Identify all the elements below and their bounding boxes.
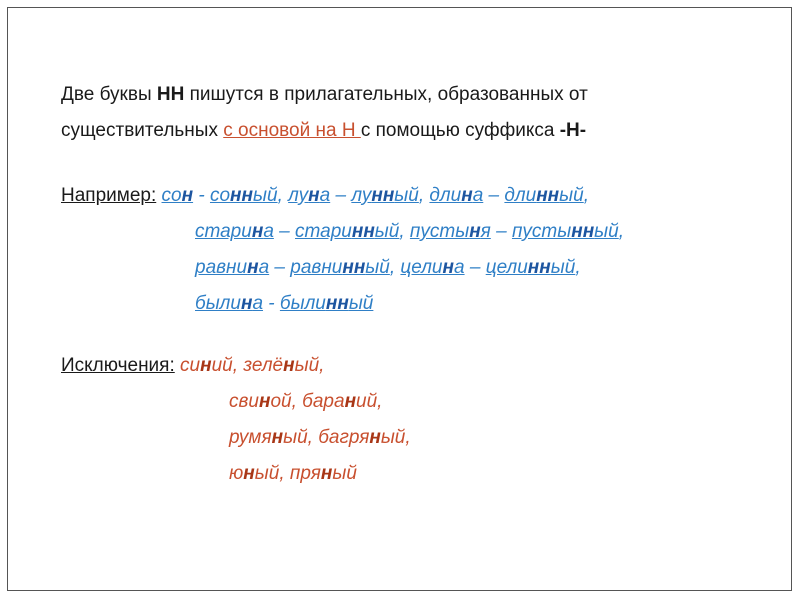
example-word: сон — [161, 185, 194, 206]
letter-n: н — [251, 221, 264, 242]
example-word: целина — [400, 257, 465, 278]
separator: – — [330, 185, 352, 206]
example-word: равнинный — [290, 257, 390, 278]
rule-text: с помощью суффикса — [360, 120, 560, 141]
example-word: целинный — [485, 257, 576, 278]
separator: , — [399, 221, 410, 242]
separator: - — [263, 293, 280, 314]
letter-n: н — [181, 185, 194, 206]
exceptions-row — [61, 354, 324, 378]
letter-n: н — [442, 257, 454, 278]
example-word: пустыня — [409, 221, 491, 242]
examples-row — [61, 184, 589, 208]
exception-word: румяный, багря — [229, 427, 370, 448]
letter-n: н — [258, 391, 271, 412]
separator: , — [418, 185, 430, 206]
exceptions-label: Исключения: — [61, 355, 175, 376]
letter-n: нн — [325, 293, 349, 314]
letter-n: н — [271, 427, 284, 448]
separator: , — [389, 257, 401, 278]
example-word: длина — [429, 185, 484, 206]
separator: , — [277, 185, 289, 206]
separator: – — [483, 185, 505, 206]
example-word: пустынный — [511, 221, 619, 242]
letter-n: н — [308, 185, 320, 206]
examples-row — [195, 220, 624, 244]
separator: , — [618, 221, 625, 242]
examples-label: Например: — [61, 185, 157, 206]
letter-n: н — [469, 221, 481, 242]
separator: – — [273, 221, 296, 242]
letter-n: н — [369, 427, 381, 448]
letter-n: н — [243, 463, 255, 484]
exception-word: ный, — [369, 427, 411, 448]
letter-n: нн — [527, 257, 551, 278]
rule-text: Две буквы — [61, 84, 157, 105]
letter-n: н — [200, 355, 212, 376]
letter-n: н — [320, 463, 333, 484]
example-word: длинный — [504, 185, 584, 206]
letter-n: н — [283, 355, 295, 376]
rule-text: существительных — [61, 120, 224, 141]
rule-line-2 — [61, 119, 586, 143]
separator: – — [464, 257, 486, 278]
exceptions-words — [229, 391, 382, 412]
exceptions-words — [229, 463, 357, 484]
letter-n: нн — [571, 221, 595, 242]
exceptions-row — [229, 462, 357, 486]
exception-word: юный, пря — [229, 463, 321, 484]
slide-frame — [7, 7, 792, 591]
example-word: лунный — [351, 185, 419, 206]
letter-n: н — [344, 391, 357, 412]
examples-words — [195, 257, 581, 278]
letter-n: нн — [351, 221, 375, 242]
examples-words — [195, 221, 624, 242]
examples-words — [195, 293, 373, 314]
example-word: сонный — [209, 185, 278, 206]
rule-nn-bold: НН — [156, 84, 185, 105]
letter-n: нн — [230, 185, 253, 206]
letter-n: нн — [371, 185, 395, 206]
example-word: былинный — [279, 293, 374, 314]
exceptions-row — [229, 390, 382, 414]
exceptions-words — [229, 427, 411, 448]
letter-n: н — [240, 293, 253, 314]
letter-n: нн — [536, 185, 560, 206]
letter-n: нн — [342, 257, 366, 278]
rule-stem-highlight: с основой на Н — [223, 120, 361, 141]
example-word: былина — [195, 293, 264, 314]
examples-row — [195, 256, 581, 280]
example-word: старинный — [295, 221, 400, 242]
rule-text: пишутся в прилагательных, образованных от — [184, 84, 588, 105]
exception-word: ний, — [344, 391, 383, 412]
example-word: луна — [288, 185, 331, 206]
example-word: старина — [195, 221, 274, 242]
exceptions-row — [229, 426, 411, 450]
examples-row — [195, 292, 373, 316]
rule-suffix-bold: -Н- — [559, 120, 587, 141]
separator: – — [490, 221, 512, 242]
separator: – — [269, 257, 291, 278]
exceptions-words — [175, 355, 325, 376]
exception-word: ный — [320, 463, 357, 484]
separator: , — [583, 185, 589, 206]
rule-line-1 — [61, 83, 588, 107]
letter-n: н — [461, 185, 473, 206]
example-word: равнина — [195, 257, 270, 278]
separator: , — [575, 257, 581, 278]
exception-word: ный, — [283, 355, 325, 376]
exception-word: свиной, бара — [229, 391, 345, 412]
examples-words — [162, 185, 589, 206]
separator: - — [193, 185, 210, 206]
exception-word: синий, зелё — [174, 355, 284, 376]
letter-n: н — [247, 257, 259, 278]
